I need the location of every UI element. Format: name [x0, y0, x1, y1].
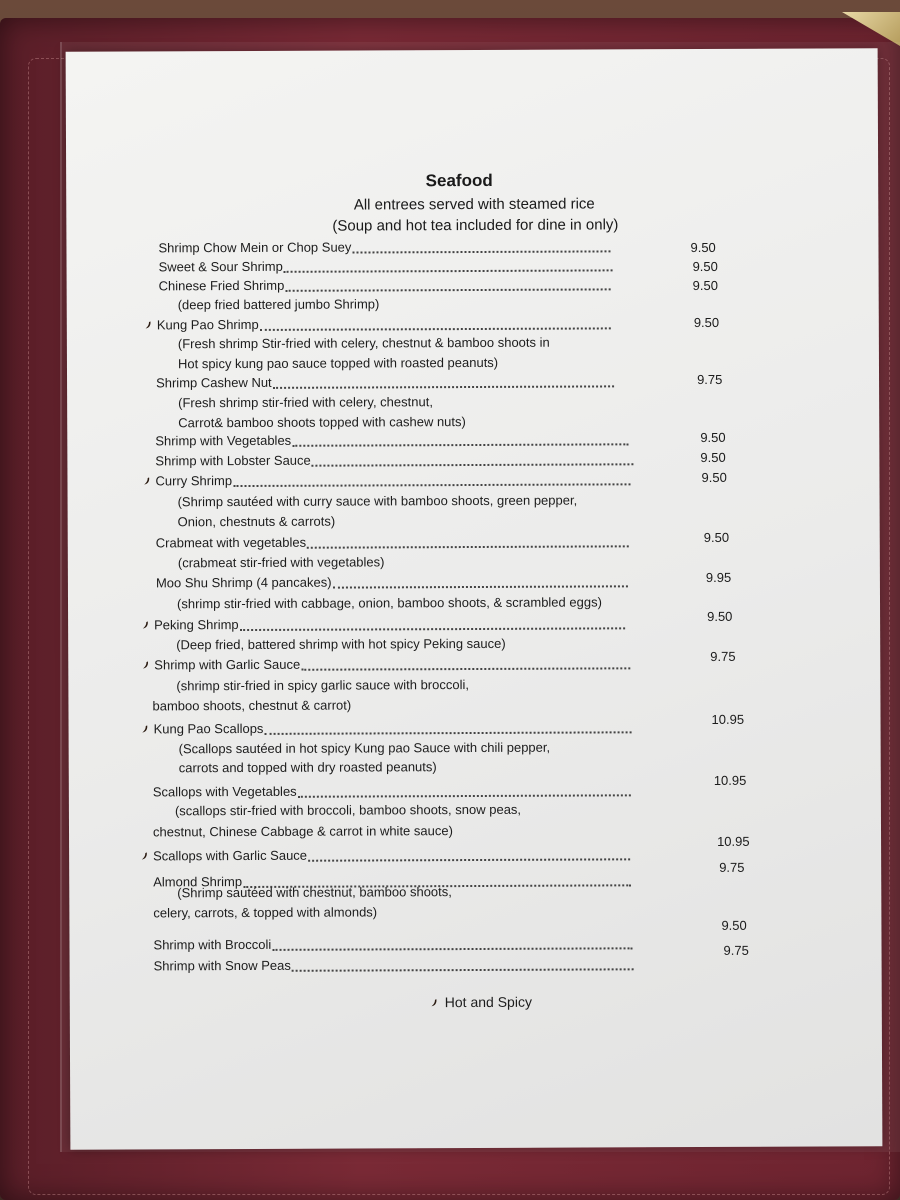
- menu-item-name: Crabmeat with vegetables: [155, 534, 307, 551]
- menu-item: [155, 431, 750, 452]
- leader-dots: [298, 784, 631, 797]
- menu-item-price: 10.95: [713, 772, 747, 788]
- menu-item-description: (crabmeat stir-fried with vegetables): [177, 554, 385, 571]
- menu-item-name: Sweet & Sour Shrimp: [158, 258, 283, 275]
- menu-item-price: 9.50: [707, 608, 733, 624]
- menu-item-price: 9.50: [700, 449, 726, 466]
- page-title: Seafood: [425, 170, 493, 191]
- menu-item-name: Shrimp with Snow Peas: [153, 957, 291, 974]
- menu-item-name: Curry Shrimp: [155, 473, 233, 489]
- menu-item-name: Shrimp Chow Mein or Chop Suey: [158, 239, 352, 256]
- menu-page: [66, 48, 883, 1150]
- menu-item: [153, 711, 762, 740]
- leader-dots: [292, 433, 628, 446]
- menu-item: [152, 772, 764, 803]
- menu-item-description: chestnut, Chinese Cabbage & carrot in white sauce): [152, 823, 453, 840]
- menu-item-description: Carrot& bamboo shoots topped with cashew nuts): [178, 414, 466, 431]
- menu-item-description: bamboo shoots, chestnut & carrot): [152, 697, 352, 714]
- menu-item-name: Scallops with Vegetables: [152, 783, 297, 800]
- menu-item-price: 9.50: [700, 429, 726, 446]
- legend-label: Hot and Spicy: [444, 993, 532, 1011]
- leader-dots: [264, 721, 631, 735]
- menu-item-price: 9.75: [697, 371, 723, 388]
- menu-item: [155, 471, 751, 492]
- menu-item-name: Kung Pao Scallops: [153, 720, 264, 737]
- menu-item: [159, 257, 743, 278]
- leader-dots: [284, 259, 613, 272]
- menu-item-description: carrots and topped with dry roasted peanuts): [178, 759, 437, 776]
- menu-item-description: (Fresh shrimp Stir-fried with celery, chestnut & bamboo shoots in: [177, 334, 550, 352]
- menu-item-name: Shrimp Cashew Nut: [156, 374, 272, 391]
- leader-dots: [301, 657, 630, 670]
- menu-item-description: (Scallops sautéed in hot spicy Kung pao Sauce with chili pepper,: [178, 739, 551, 757]
- leader-dots: [307, 535, 629, 548]
- menu-item-description: (scallops stir-fried with broccoli, bamboo shoots, snow peas,: [174, 801, 522, 819]
- chili-pepper-icon: [142, 660, 149, 669]
- spicy-legend: [445, 994, 532, 1010]
- menu-item-name: Shrimp with Vegetables: [155, 432, 292, 449]
- menu-item-description: (deep fried battered jumbo Shrimp): [177, 296, 380, 313]
- menu-item: [159, 276, 743, 297]
- menu-item-description: (Fresh shrimp stir-fried with celery, chestnut,: [178, 394, 433, 411]
- menu-item-price: 9.50: [692, 277, 718, 294]
- menu-item: [153, 917, 771, 956]
- leader-dots: [312, 453, 634, 466]
- menu-item-price: 9.50: [690, 239, 716, 256]
- menu-item-list: [66, 48, 883, 1150]
- menu-item-name: Peking Shrimp: [154, 617, 239, 633]
- chili-pepper-icon: [431, 998, 438, 1007]
- menu-item-price: 10.95: [717, 833, 750, 849]
- chili-pepper-icon: [142, 724, 149, 733]
- menu-item-description: (Shrimp sautéed with curry sauce with bamboo shoots, green pepper,: [177, 492, 578, 510]
- menu-item: [155, 529, 754, 554]
- menu-item-price: 9.50: [721, 917, 747, 933]
- menu-item-description: Hot spicy kung pao sauce topped with roasted peanuts): [177, 354, 499, 372]
- subtitle-rice: All entrees served with steamed rice: [353, 195, 595, 214]
- leader-dots: [272, 937, 632, 951]
- menu-item-price: 9.75: [719, 859, 745, 875]
- leader-dots: [292, 958, 634, 971]
- leader-dots: [352, 240, 610, 253]
- menu-item-price: 9.50: [703, 529, 730, 545]
- chili-pepper-icon: [141, 851, 148, 860]
- menu-item-price: 9.50: [701, 469, 727, 486]
- menu-item-description: (shrimp stir-fried with cabbage, onion, bamboo shoots, & scrambled eggs): [176, 594, 602, 612]
- menu-item-price: 9.50: [693, 314, 720, 331]
- menu-item-description: celery, carrots, & topped with almonds): [153, 904, 378, 921]
- menu-item: [155, 451, 750, 472]
- menu-item-description: Onion, chestnuts & carrots): [177, 513, 336, 530]
- leader-dots: [260, 317, 611, 331]
- menu-item-name: Moo Shu Shrimp (4 pancakes): [155, 574, 332, 591]
- menu-item-name: Kung Pao Shrimp: [156, 316, 259, 333]
- menu-item: [154, 648, 760, 676]
- menu-item-name: Scallops with Garlic Sauce: [153, 847, 308, 864]
- chili-pepper-icon: [145, 320, 152, 329]
- menu-item: [156, 373, 747, 394]
- menu-item-description: (Shrimp sautéed with chestnut, bamboo shoots,: [177, 884, 452, 901]
- menu-item: [153, 833, 767, 867]
- menu-item-name: Shrimp with Lobster Sauce: [155, 452, 311, 469]
- menu-item-description: (Deep fried, battered shrimp with hot spicy Peking sauce): [176, 635, 506, 653]
- menu-item-description: (shrimp stir-fried in spicy garlic sauce with broccoli,: [176, 677, 469, 694]
- chili-pepper-icon: [143, 476, 150, 485]
- menu-item-price: 9.75: [723, 942, 749, 958]
- leader-dots: [240, 617, 625, 631]
- chili-pepper-icon: [142, 620, 149, 629]
- leader-dots: [273, 375, 614, 388]
- menu-item: [158, 238, 740, 259]
- leader-dots: [285, 278, 610, 291]
- subtitle-soup: (Soup and hot tea included for dine in only): [332, 216, 619, 235]
- menu-item-name: Almond Shrimp: [153, 874, 243, 890]
- menu-item: [154, 608, 757, 636]
- menu-item-name: Shrimp with Broccoli: [153, 936, 272, 953]
- menu-item-price: 10.95: [711, 711, 745, 727]
- leader-dots: [233, 473, 630, 487]
- leader-dots: [308, 848, 630, 861]
- menu-item-price: 9.75: [710, 648, 736, 664]
- menu-item-price: 9.50: [692, 258, 718, 275]
- leader-dots: [333, 575, 628, 588]
- menu-item: [157, 315, 744, 336]
- menu-item: [155, 569, 756, 594]
- menu-item-name: Chinese Fried Shrimp: [158, 277, 285, 294]
- menu-item-name: Shrimp with Garlic Sauce: [154, 656, 301, 673]
- menu-item-price: 9.95: [705, 569, 732, 585]
